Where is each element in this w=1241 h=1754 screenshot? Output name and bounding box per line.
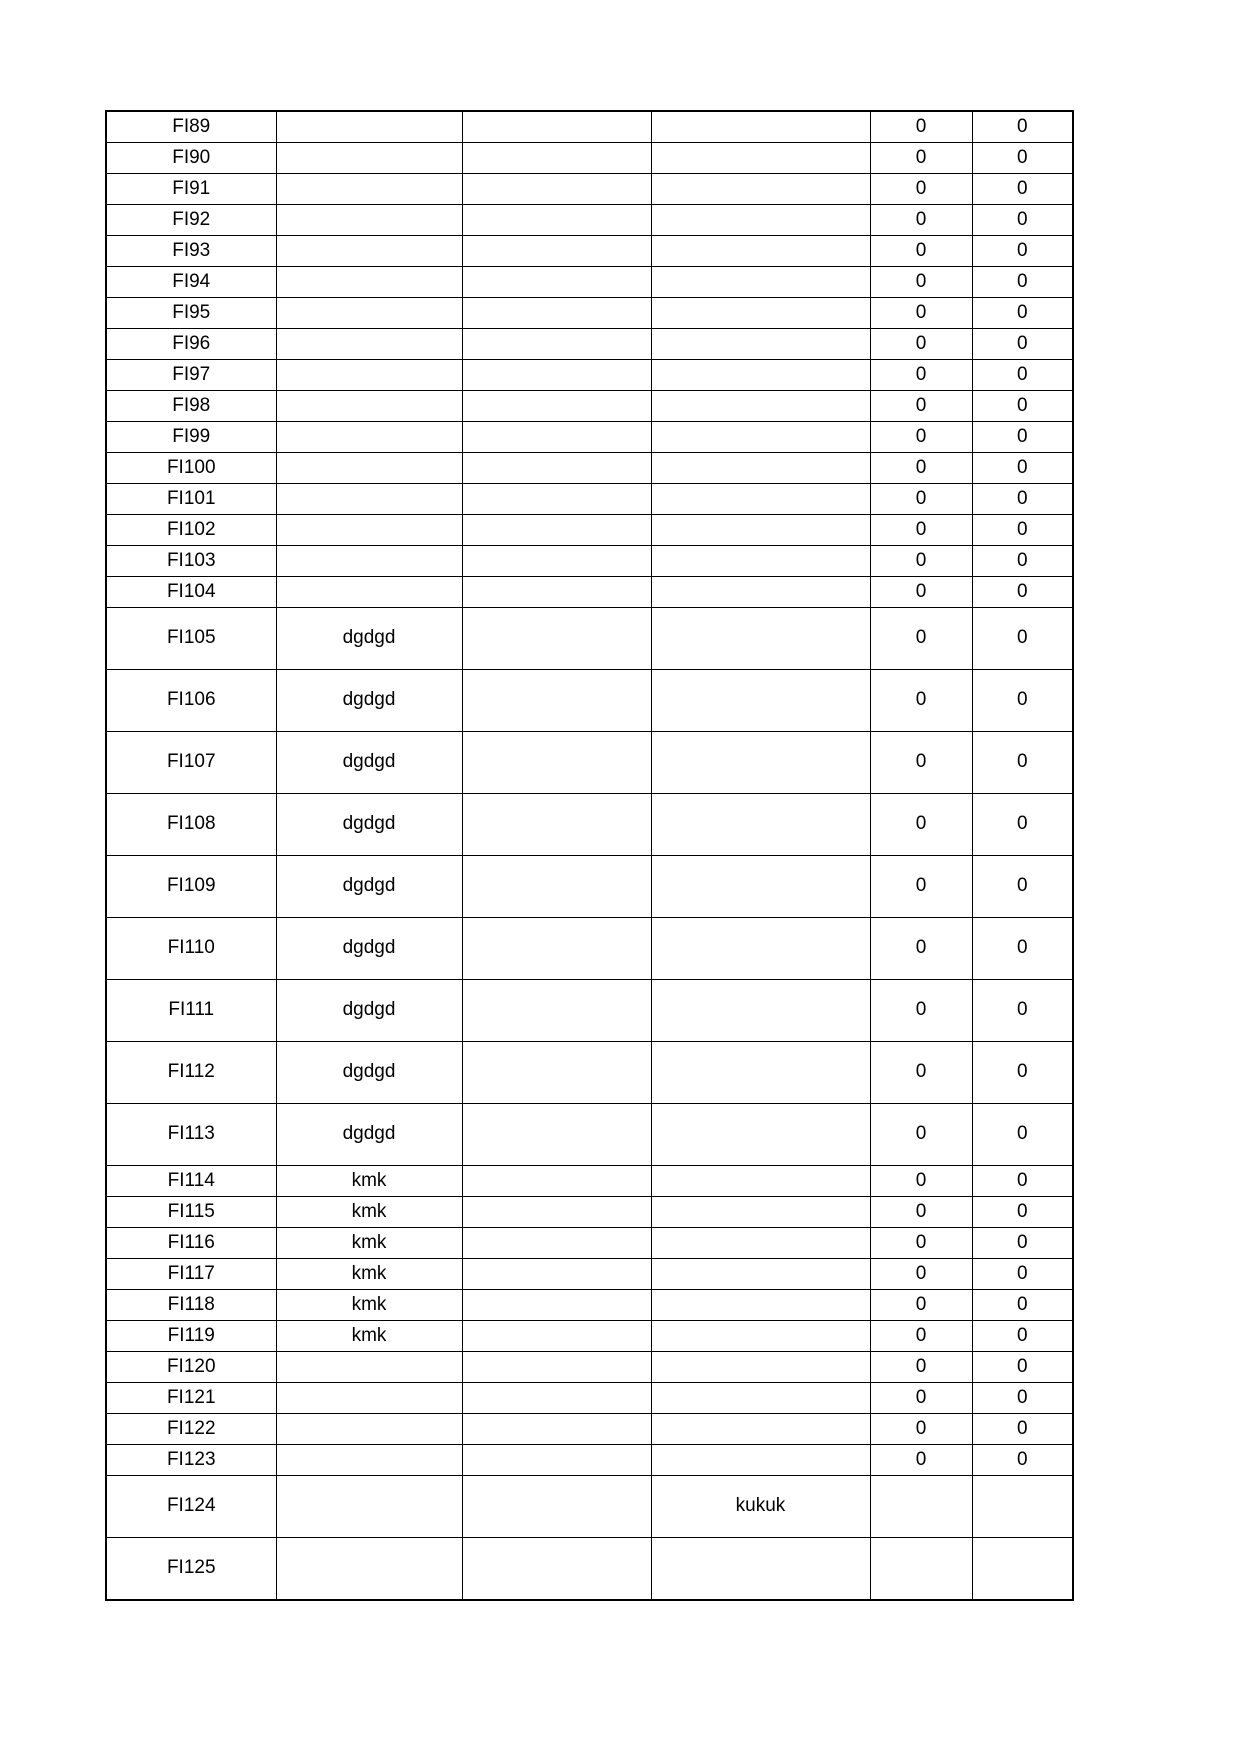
table-cell: 0 xyxy=(972,174,1073,205)
table-cell: 0 xyxy=(972,1321,1073,1352)
table-cell xyxy=(276,577,462,608)
row-id-cell: FI112 xyxy=(106,1042,276,1104)
table-cell xyxy=(462,143,651,174)
table-cell: 0 xyxy=(870,608,972,670)
table-cell: 0 xyxy=(972,980,1073,1042)
table-cell xyxy=(972,1538,1073,1601)
table-body xyxy=(106,111,1073,1600)
table-row xyxy=(106,1352,1073,1383)
table-cell: dgdgd xyxy=(276,608,462,670)
table-cell xyxy=(651,267,870,298)
table-row xyxy=(106,1228,1073,1259)
row-id-cell: FI120 xyxy=(106,1352,276,1383)
table-cell xyxy=(651,546,870,577)
table-row xyxy=(106,453,1073,484)
row-id-cell: FI111 xyxy=(106,980,276,1042)
table-cell: kmk xyxy=(276,1197,462,1228)
row-id-cell: FI107 xyxy=(106,732,276,794)
table-cell xyxy=(651,1228,870,1259)
table-cell xyxy=(462,1197,651,1228)
table-cell: 0 xyxy=(870,732,972,794)
table-cell xyxy=(276,422,462,453)
table-cell: kmk xyxy=(276,1259,462,1290)
row-id-cell: FI100 xyxy=(106,453,276,484)
table-cell xyxy=(462,1445,651,1476)
table-cell xyxy=(462,453,651,484)
table-cell: dgdgd xyxy=(276,980,462,1042)
table-cell: 0 xyxy=(972,546,1073,577)
table-cell xyxy=(462,794,651,856)
table-cell: dgdgd xyxy=(276,670,462,732)
row-id-cell: FI122 xyxy=(106,1414,276,1445)
table-row xyxy=(106,1290,1073,1321)
table-cell: 0 xyxy=(870,1042,972,1104)
table-cell xyxy=(651,484,870,515)
table-row xyxy=(106,329,1073,360)
table-row xyxy=(106,1166,1073,1197)
table-cell xyxy=(651,1259,870,1290)
table-cell xyxy=(276,1352,462,1383)
row-id-cell: FI121 xyxy=(106,1383,276,1414)
table-cell: 0 xyxy=(870,453,972,484)
table-row xyxy=(106,484,1073,515)
table-cell: 0 xyxy=(870,1321,972,1352)
table-cell xyxy=(651,422,870,453)
row-id-cell: FI91 xyxy=(106,174,276,205)
table-cell xyxy=(462,577,651,608)
table-cell xyxy=(462,360,651,391)
row-id-cell: FI123 xyxy=(106,1445,276,1476)
table-cell xyxy=(276,267,462,298)
table-cell: kukuk xyxy=(651,1476,870,1538)
table-cell: 0 xyxy=(972,1228,1073,1259)
table-cell xyxy=(651,670,870,732)
table-cell: 0 xyxy=(972,422,1073,453)
table-cell: 0 xyxy=(972,1414,1073,1445)
table-cell xyxy=(276,515,462,546)
table-cell: 0 xyxy=(972,670,1073,732)
table-cell: 0 xyxy=(870,422,972,453)
row-id-cell: FI90 xyxy=(106,143,276,174)
table-cell xyxy=(276,205,462,236)
row-id-cell: FI106 xyxy=(106,670,276,732)
row-id-cell: FI109 xyxy=(106,856,276,918)
table-cell xyxy=(651,391,870,422)
table-cell: 0 xyxy=(972,918,1073,980)
table-cell: 0 xyxy=(870,1352,972,1383)
table-cell xyxy=(651,1352,870,1383)
table-cell xyxy=(651,1042,870,1104)
table-cell: 0 xyxy=(870,236,972,267)
table-row xyxy=(106,980,1073,1042)
table-cell xyxy=(276,1476,462,1538)
table-cell xyxy=(462,329,651,360)
table-cell: 0 xyxy=(972,1104,1073,1166)
table-cell xyxy=(462,732,651,794)
row-id-cell: FI114 xyxy=(106,1166,276,1197)
table-cell: kmk xyxy=(276,1166,462,1197)
table-cell: 0 xyxy=(870,1228,972,1259)
table-cell xyxy=(651,298,870,329)
table-cell: 0 xyxy=(972,298,1073,329)
table-cell xyxy=(276,1445,462,1476)
table-cell xyxy=(462,391,651,422)
table-cell xyxy=(651,1445,870,1476)
row-id-cell: FI89 xyxy=(106,111,276,143)
table-cell: 0 xyxy=(972,1259,1073,1290)
row-id-cell: FI92 xyxy=(106,205,276,236)
table-cell: 0 xyxy=(972,1042,1073,1104)
table-row xyxy=(106,794,1073,856)
table-cell xyxy=(651,1383,870,1414)
row-id-cell: FI117 xyxy=(106,1259,276,1290)
table-cell xyxy=(651,360,870,391)
table-row xyxy=(106,1259,1073,1290)
table-cell xyxy=(462,1228,651,1259)
table-cell xyxy=(651,1166,870,1197)
table-row xyxy=(106,732,1073,794)
table-cell xyxy=(651,143,870,174)
table-cell xyxy=(462,236,651,267)
row-id-cell: FI99 xyxy=(106,422,276,453)
row-id-cell: FI93 xyxy=(106,236,276,267)
row-id-cell: FI104 xyxy=(106,577,276,608)
table-cell xyxy=(462,856,651,918)
table-cell: 0 xyxy=(972,236,1073,267)
table-cell xyxy=(651,608,870,670)
table-cell: 0 xyxy=(870,1197,972,1228)
row-id-cell: FI108 xyxy=(106,794,276,856)
table-row xyxy=(106,608,1073,670)
table-cell xyxy=(651,732,870,794)
row-id-cell: FI96 xyxy=(106,329,276,360)
row-id-cell: FI118 xyxy=(106,1290,276,1321)
table-row xyxy=(106,236,1073,267)
table-cell xyxy=(462,267,651,298)
table-cell: 0 xyxy=(870,1414,972,1445)
table-cell xyxy=(462,546,651,577)
table-cell: dgdgd xyxy=(276,794,462,856)
table-cell xyxy=(276,484,462,515)
table-cell: 0 xyxy=(972,391,1073,422)
table-cell xyxy=(276,391,462,422)
table-cell xyxy=(651,918,870,980)
table-cell: 0 xyxy=(972,205,1073,236)
table-row xyxy=(106,391,1073,422)
table-cell xyxy=(462,1538,651,1601)
table-cell: 0 xyxy=(870,546,972,577)
table-cell xyxy=(462,205,651,236)
table-cell: 0 xyxy=(870,484,972,515)
table-cell xyxy=(462,1042,651,1104)
table-cell: 0 xyxy=(870,1259,972,1290)
table-cell xyxy=(276,174,462,205)
table-cell xyxy=(651,577,870,608)
table-cell: dgdgd xyxy=(276,732,462,794)
table-cell xyxy=(870,1538,972,1601)
table-row xyxy=(106,577,1073,608)
table-cell: 0 xyxy=(870,329,972,360)
table-cell xyxy=(462,515,651,546)
table-cell xyxy=(651,111,870,143)
table-cell xyxy=(276,329,462,360)
table-cell xyxy=(462,608,651,670)
table-cell: 0 xyxy=(972,1445,1073,1476)
table-cell xyxy=(651,515,870,546)
table-cell xyxy=(651,329,870,360)
table-cell xyxy=(651,174,870,205)
table-cell xyxy=(462,1290,651,1321)
table-cell: 0 xyxy=(972,1290,1073,1321)
table-cell: 0 xyxy=(972,329,1073,360)
table-cell: 0 xyxy=(972,608,1073,670)
table-cell: dgdgd xyxy=(276,1104,462,1166)
table-cell xyxy=(462,1414,651,1445)
table-cell xyxy=(651,1104,870,1166)
row-id-cell: FI119 xyxy=(106,1321,276,1352)
table-cell: 0 xyxy=(870,577,972,608)
table-cell: 0 xyxy=(870,1104,972,1166)
table-cell xyxy=(276,298,462,329)
table-row xyxy=(106,1445,1073,1476)
table-cell xyxy=(651,1197,870,1228)
table-cell: 0 xyxy=(870,360,972,391)
row-id-cell: FI94 xyxy=(106,267,276,298)
table-row xyxy=(106,1042,1073,1104)
table-cell xyxy=(462,174,651,205)
row-id-cell: FI124 xyxy=(106,1476,276,1538)
table-cell: 0 xyxy=(972,732,1073,794)
table-cell: 0 xyxy=(870,174,972,205)
table-row xyxy=(106,267,1073,298)
table-cell: 0 xyxy=(870,1445,972,1476)
table-cell xyxy=(276,1414,462,1445)
row-id-cell: FI97 xyxy=(106,360,276,391)
data-table xyxy=(105,110,1074,1601)
table-cell: 0 xyxy=(870,1290,972,1321)
table-cell xyxy=(462,1104,651,1166)
table-cell: kmk xyxy=(276,1228,462,1259)
table-cell: 0 xyxy=(972,267,1073,298)
table-cell: 0 xyxy=(870,980,972,1042)
table-cell: 0 xyxy=(870,670,972,732)
table-row xyxy=(106,918,1073,980)
table-cell: 0 xyxy=(972,484,1073,515)
table-cell xyxy=(651,980,870,1042)
row-id-cell: FI103 xyxy=(106,546,276,577)
table-row xyxy=(106,515,1073,546)
table-cell: 0 xyxy=(972,1383,1073,1414)
table-cell xyxy=(276,360,462,391)
table-cell: 0 xyxy=(870,918,972,980)
table-cell: dgdgd xyxy=(276,856,462,918)
table-row xyxy=(106,670,1073,732)
row-id-cell: FI105 xyxy=(106,608,276,670)
table-cell xyxy=(651,1538,870,1601)
table-cell: 0 xyxy=(870,1383,972,1414)
table-cell xyxy=(462,298,651,329)
table-row xyxy=(106,1476,1073,1538)
table-cell: 0 xyxy=(870,1166,972,1197)
row-id-cell: FI98 xyxy=(106,391,276,422)
table-row xyxy=(106,143,1073,174)
table-cell xyxy=(462,1321,651,1352)
table-row xyxy=(106,1197,1073,1228)
table-cell xyxy=(651,236,870,267)
table-cell xyxy=(276,546,462,577)
table-cell xyxy=(462,484,651,515)
table-cell xyxy=(651,1290,870,1321)
table-cell: 0 xyxy=(870,205,972,236)
table-cell: 0 xyxy=(870,391,972,422)
table-row xyxy=(106,1104,1073,1166)
row-id-cell: FI113 xyxy=(106,1104,276,1166)
table-cell xyxy=(972,1476,1073,1538)
table-cell xyxy=(651,1414,870,1445)
row-id-cell: FI116 xyxy=(106,1228,276,1259)
table-cell xyxy=(462,918,651,980)
table-cell: 0 xyxy=(870,856,972,918)
table-cell xyxy=(651,1321,870,1352)
table-cell xyxy=(462,980,651,1042)
table-cell xyxy=(651,205,870,236)
row-id-cell: FI102 xyxy=(106,515,276,546)
table-cell xyxy=(462,670,651,732)
table-row xyxy=(106,422,1073,453)
table-cell: 0 xyxy=(972,856,1073,918)
table-cell: 0 xyxy=(972,1197,1073,1228)
table-cell xyxy=(462,422,651,453)
table-row xyxy=(106,1414,1073,1445)
table-cell xyxy=(651,794,870,856)
table-cell: dgdgd xyxy=(276,1042,462,1104)
table-row xyxy=(106,1321,1073,1352)
table-cell: 0 xyxy=(972,577,1073,608)
table-cell: 0 xyxy=(972,794,1073,856)
table-cell xyxy=(276,453,462,484)
table-cell xyxy=(462,1166,651,1197)
row-id-cell: FI101 xyxy=(106,484,276,515)
table-cell xyxy=(462,1383,651,1414)
table-row xyxy=(106,360,1073,391)
table-cell: 0 xyxy=(972,453,1073,484)
row-id-cell: FI115 xyxy=(106,1197,276,1228)
table-cell xyxy=(651,856,870,918)
table-cell: kmk xyxy=(276,1321,462,1352)
table-cell: 0 xyxy=(870,298,972,329)
table-cell xyxy=(462,1352,651,1383)
table-cell: 0 xyxy=(972,1166,1073,1197)
table-cell: 0 xyxy=(972,515,1073,546)
table-cell xyxy=(870,1476,972,1538)
table-cell: 0 xyxy=(972,111,1073,143)
table-cell: 0 xyxy=(972,143,1073,174)
table-row xyxy=(106,298,1073,329)
table-row xyxy=(106,1383,1073,1414)
table-cell xyxy=(276,1383,462,1414)
table-cell: 0 xyxy=(870,515,972,546)
table-cell: kmk xyxy=(276,1290,462,1321)
table-cell xyxy=(462,111,651,143)
table-cell xyxy=(276,111,462,143)
table-cell: 0 xyxy=(972,360,1073,391)
table-row xyxy=(106,546,1073,577)
table-cell: 0 xyxy=(870,143,972,174)
table-cell xyxy=(276,1538,462,1601)
table-cell xyxy=(276,236,462,267)
row-id-cell: FI95 xyxy=(106,298,276,329)
table-cell xyxy=(462,1476,651,1538)
table-cell: 0 xyxy=(870,111,972,143)
table-cell xyxy=(462,1259,651,1290)
table-row xyxy=(106,205,1073,236)
table-cell xyxy=(276,143,462,174)
table-cell: 0 xyxy=(972,1352,1073,1383)
row-id-cell: FI125 xyxy=(106,1538,276,1601)
table-cell xyxy=(651,453,870,484)
table-cell: dgdgd xyxy=(276,918,462,980)
table-cell: 0 xyxy=(870,794,972,856)
table-row xyxy=(106,1538,1073,1601)
row-id-cell: FI110 xyxy=(106,918,276,980)
table-row xyxy=(106,111,1073,143)
table-cell: 0 xyxy=(870,267,972,298)
table-row xyxy=(106,856,1073,918)
table-row xyxy=(106,174,1073,205)
